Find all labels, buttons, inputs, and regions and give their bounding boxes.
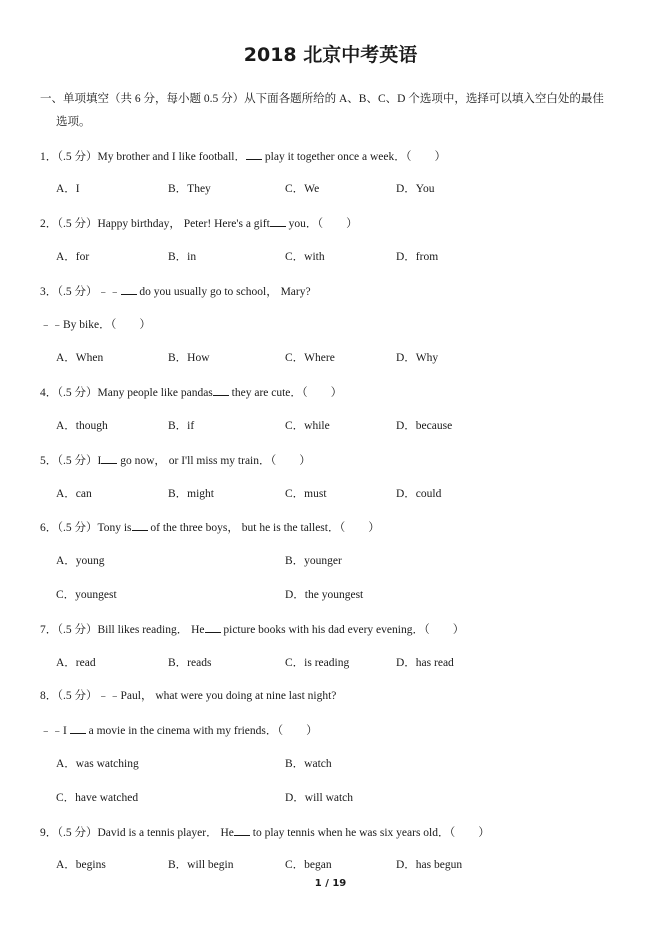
question-8-reply: ﹣﹣I a movie in the cinema with my friends．（ ）: [40, 725, 318, 737]
answer-blank: [132, 520, 148, 531]
question-7: 7．（.5 分）Bill likes reading． He picture books with his dad every evening．（ ）: [40, 624, 465, 636]
q5-option-c: C．must: [285, 488, 327, 500]
answer-blank: [234, 825, 250, 836]
q8-option-c: C．have watched: [56, 792, 139, 804]
question-5: 5．（.5 分）I go now， or I'll miss my train．（ ）: [40, 455, 311, 467]
q1-option-b: B．They: [168, 183, 211, 195]
q6-option-d: D．the youngest: [285, 589, 364, 601]
q6-option-a: A．young: [56, 555, 105, 567]
question-3-reply: ﹣﹣By bike．（ ）: [40, 319, 151, 331]
q5-option-d: D．could: [396, 488, 442, 500]
q1-option-c: C．We: [285, 183, 320, 195]
q2-option-a: A．for: [56, 251, 90, 263]
q5-option-b: B．might: [168, 488, 215, 500]
q8-option-a: A．was watching: [56, 758, 139, 770]
answer-blank: [121, 284, 137, 295]
q3-option-d: D．Why: [396, 352, 439, 364]
question-3: 3．（.5 分）﹣﹣ do you usually go to school， Mary?: [40, 286, 311, 298]
answer-blank: [246, 149, 262, 160]
q2-option-c: C．with: [285, 251, 325, 263]
q4-option-b: B．if: [168, 420, 195, 432]
section-instruction: 一、单项填空（共 6 分，每小题 0.5 分）从下面各题所给的 A、B、C、D 个选项中，选择可以填入空白处的最佳: [40, 93, 604, 105]
q7-option-a: A．read: [56, 657, 96, 669]
q4-option-c: C．while: [285, 420, 330, 432]
q9-option-a: A．begins: [56, 859, 106, 871]
answer-blank: [205, 622, 221, 633]
q9-option-b: B．will begin: [168, 859, 234, 871]
answer-blank: [213, 385, 229, 396]
q3-option-b: B．How: [168, 352, 210, 364]
page-title: 2018 北京中考英语: [243, 44, 418, 66]
question-6: 6．（.5 分）Tony is of the three boys， but he is the tallest．（ ）: [40, 522, 380, 534]
q7-option-b: B．reads: [168, 657, 212, 669]
q5-option-a: A．can: [56, 488, 92, 500]
answer-blank: [70, 723, 86, 734]
q6-option-b: B．younger: [285, 555, 342, 567]
question-4: 4．（.5 分）Many people like pandas they are cute．（ ）: [40, 387, 343, 399]
answer-blank: [270, 216, 286, 227]
q2-option-d: D．from: [396, 251, 439, 263]
q9-option-d: D．has begun: [396, 859, 463, 871]
page-number: 1 / 19: [314, 878, 347, 889]
q2-option-b: B．in: [168, 251, 197, 263]
section-instruction-cont: 选项。: [56, 116, 91, 128]
question-9: 9．（.5 分）David is a tennis player． He to play tennis when he was six years old．（ ）: [40, 827, 490, 839]
question-8: 8．（.5 分）﹣﹣Paul， what were you doing at nine last night?: [40, 690, 337, 702]
q6-option-c: C．youngest: [56, 589, 117, 601]
question-1: 1．（.5 分）My brother and I like football． play it together once a week．（ ）: [40, 151, 446, 163]
answer-blank: [101, 453, 117, 464]
q3-option-a: A．When: [56, 352, 104, 364]
q8-option-d: D．will watch: [285, 792, 354, 804]
q7-option-c: C．is reading: [285, 657, 350, 669]
q1-option-d: D．You: [396, 183, 435, 195]
question-2: 2．（.5 分）Happy birthday， Peter! Here's a gift you．（ ）: [40, 218, 358, 230]
q4-option-d: D．because: [396, 420, 453, 432]
q3-option-c: C．Where: [285, 352, 335, 364]
q1-option-a: A．I: [56, 183, 80, 195]
q4-option-a: A．though: [56, 420, 108, 432]
q7-option-d: D．has read: [396, 657, 454, 669]
q9-option-c: C．began: [285, 859, 332, 871]
q8-option-b: B．watch: [285, 758, 332, 770]
